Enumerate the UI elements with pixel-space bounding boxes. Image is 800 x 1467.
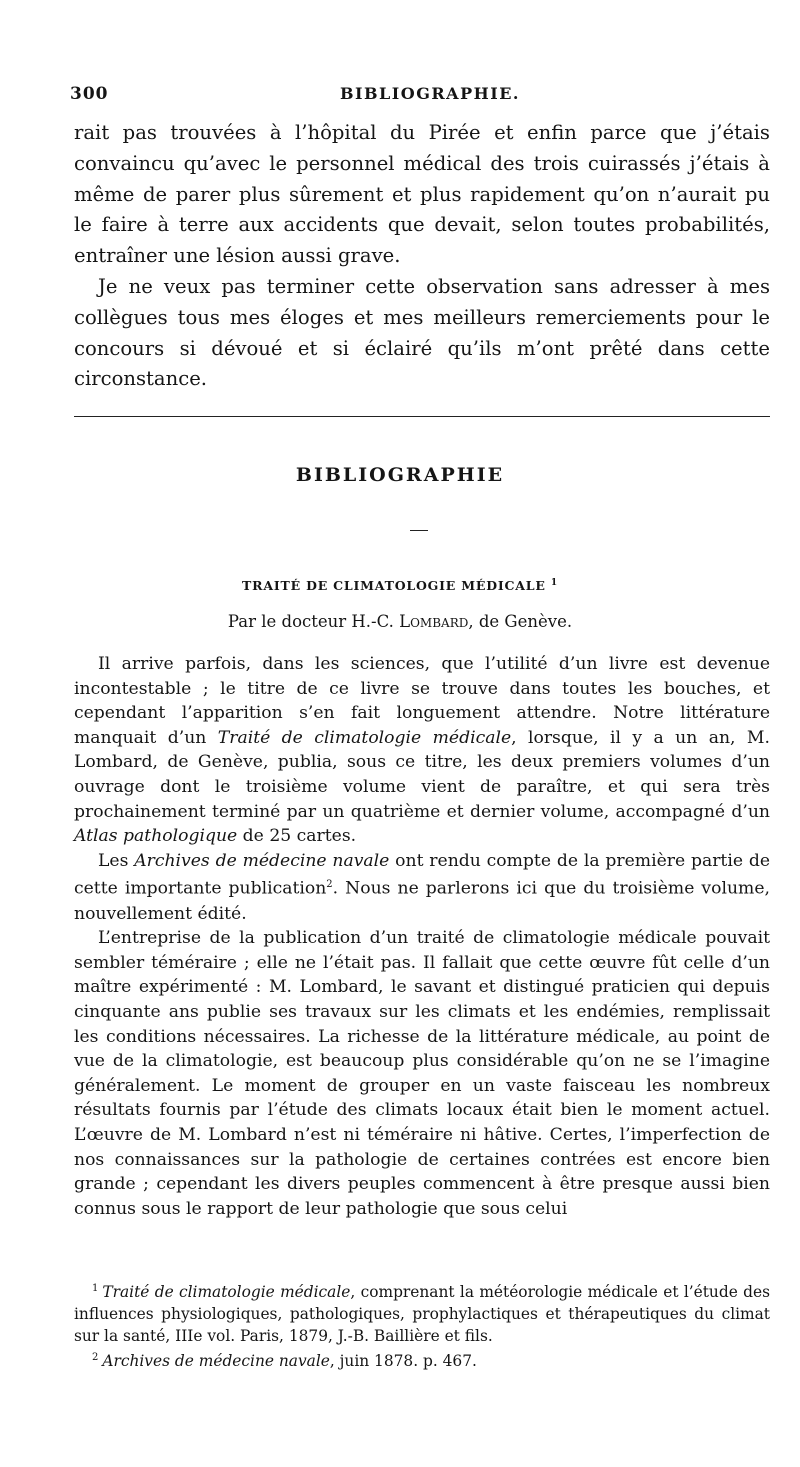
byline-suffix: , de Genève. — [468, 612, 573, 631]
body-paragraph-1 — [74, 652, 770, 849]
article-body — [74, 652, 770, 1221]
article-title — [0, 578, 800, 593]
body-p2-text-c: . Nous ne parlerons ici que du troisième volume, nouvellement édité. — [74, 879, 770, 924]
footnote-1-text: , comprenant la météorologie médicale et l’étude des influences physiologiques, pathologiques, prophylactiques et thérapeutiques du climat sur la santé, IIIe vol. Paris, 1879, J.-B. Baillière et fils. — [74, 1283, 770, 1346]
body-p2-text-b: ont rendu compte de la première partie de cette importante publication — [74, 850, 770, 900]
section-divider-rule — [74, 416, 770, 417]
footnote-2 — [74, 1347, 770, 1372]
byline — [0, 612, 800, 631]
section-dash — [410, 530, 428, 531]
footnote-2-number: 2 — [92, 1352, 99, 1364]
byline-author: Lombard — [399, 612, 469, 631]
body-p2-italic-journal: Archives de médecine navale — [134, 850, 390, 871]
section-title: BIBLIOGRAPHIE — [295, 464, 505, 486]
footnote-1-number: 1 — [92, 1283, 99, 1294]
footnotes — [74, 1278, 770, 1372]
footnote-2-text: , juin 1878. p. 467. — [329, 1352, 477, 1371]
body-p1-text-b: , lorsque, il y a un an, M. Lombard, de Genève, publia, sous ce titre, les deux premiers volumes d’un ouvrage dont le troisième volume vient de paraître, et qui sera très prochainement terminé par un quatrième et dernier volume, accompagné d’un — [74, 727, 770, 822]
byline-prefix: Par le docteur H.-C. — [227, 612, 400, 631]
article-title-text: TRAITÉ DE CLIMATOLOGIE MÉDICALE — [242, 578, 546, 594]
body-p2-text-a: Les — [98, 850, 135, 871]
body-p1-text-a: Il arrive parfois, dans les sciences, que l’utilité d’un livre est devenue incontestable ; le titre de ce livre se trouve dans toutes les bouches, et cependant l’apparition s’en fait longuement attendre. Notre littérature manquait d’un — [74, 654, 770, 748]
body-p1-italic-title: Traité de climatologie médicale — [217, 727, 512, 748]
footnote-2-italic-title: Archives de médecine navale — [102, 1352, 330, 1371]
body-paragraph-3: L’entreprise de la publication d’un traité de climatologie médicale pouvait sembler téméraire ; elle ne l’était pas. Il fallait que cette œuvre fût celle d’un maître expérimenté : M. Lombard, le savant et distingué praticien qui depuis cinquante ans publie ses travaux sur les climats et les endémies, remplissait les conditions nécessaires. La richesse de la littérature médicale, au point de vue de la climatologie, est beaucoup plus considérable qu’on ne se l’imagine généralement. Le moment de grouper en un vaste faisceau les nombreux résultats fournis par l’étude des climats locaux était bien le moment actuel. L’œuvre de M. Lombard n’est ni téméraire ni hâtive. Certes, l’imperfection de nos connaissances sur la pathologie de certaines contrées est encore bien grande ; cependant les divers peuples commencent à être presque aussi bien connus sous le rapport de leur pathologie que sous celui — [74, 928, 770, 1219]
body-p2-footnote-mark: 2 — [326, 879, 333, 891]
continued-paragraph-2: Je ne veux pas terminer cette observation sans adresser à mes collègues tous mes éloges et mes meilleurs remerciements pour le concours si dévoué et si éclairé qu’ils m’ont prêté dans cette circonstance. — [74, 274, 770, 391]
continued-paragraph-1: rait pas trouvées à l’hôpital du Pirée et enfin parce que j’étais convaincu qu’avec le personnel médical des trois cuirassés j’étais à même de parer plus sûrement et plus rapidement qu’on n’aurait pu le faire à terre aux accidents que devait, selon toutes probabilités, entraîner une lésion aussi grave. — [74, 121, 770, 268]
body-p1-text-c: de 25 cartes. — [237, 826, 357, 847]
running-head — [70, 84, 770, 108]
article-title-footnote-mark: 1 — [550, 578, 558, 588]
footnote-1 — [74, 1278, 770, 1347]
body-p1-italic-atlas: Atlas pathologique — [74, 826, 238, 847]
page-number: 300 — [70, 84, 109, 104]
body-paragraph-2 — [74, 849, 770, 927]
running-title: BIBLIOGRAPHIE. — [340, 84, 520, 103]
continued-text — [74, 118, 770, 395]
footnote-1-italic-title: Traité de climatologie médicale — [102, 1283, 351, 1302]
